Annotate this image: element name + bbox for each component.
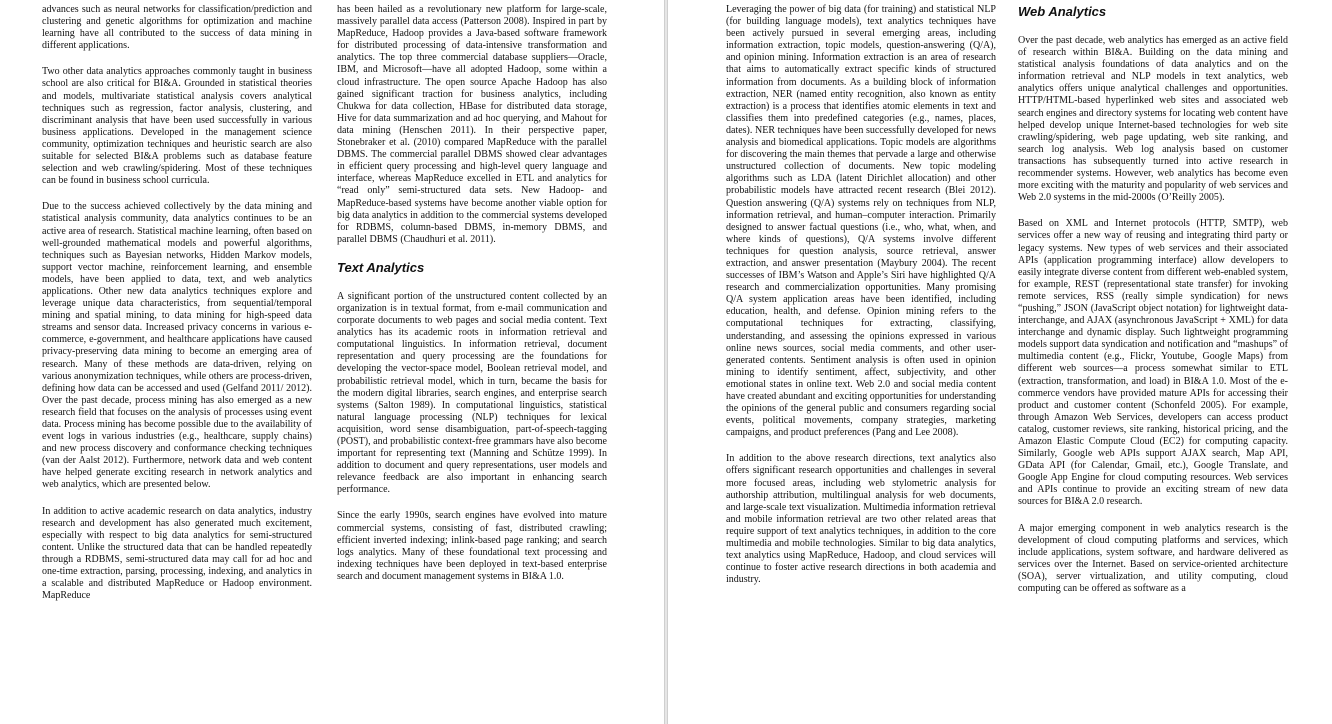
paragraph-text-analytics-areas: Leveraging the power of big data (for training) and statistical NLP (for building language models), text analytics techniques have been actively pursued in several emerging areas, including information extraction, topic models, question-answering (Q/A), and opinion mining. Information extraction is an area of research that aims to automatically extract specific kinds of structured information from documents. As a building block of information extraction, NER (named entity recognition, also known as entity extraction) is a process that identifies atomic elements in text and classifies them into predefined categories (e.g., names, places, dates). NER techniques have been successfully developed for news analysis and biomedical applications. Topic models are algorithms for discovering the main themes that pervade a large and otherwise unstructured collection of documents. New topic modeling algorithms such as LDA (latent Dirichlet allocation) and other probabilistic models have attracted recent research (Blei 2012). Question answering (Q/A) systems rely on techniques from NLP, information retrieval, and human–computer interaction. Primarily designed to answer factual questions (i.e., who, what, when, and where kinds of questions), Q/A systems involve different techniques for question analysis, source retrieval, answer extraction, and answer presentation (Maybury 2004). The recent successes of IBM’s Watson and Apple’s Siri have highlighted Q/A research and commercialization opportunities. Many promising Q/A system application areas have been identified, including education, health, and defense. Opinion mining refers to the computational techniques for extracting, classifying, understanding, and assessing the opinions expressed in various online news sources, social media comments, and other user-generated contents. Sentiment analysis is often used in opinion mining to identify sentiment, affect, subjectivity, and other emotional states in online text. Web 2.0 and social media content have created abundant and exciting opportunities for understanding the opinions of the general public and consumers regarding social events, political movements, company strategies, marketing campaigns, and product preferences (Pang and Lee 2008). xyxy=(726,4,996,439)
paragraph-data-analytics-research: Due to the success achieved collectively by the data mining and statistical analysis community, data analytics continues to be an active area of research. Statistical machine learning, often based on well-grounded mathematical models and powerful algorithms, techniques such as Bayesian networks, Hidden Markov models, support vector machine, reinforcement learning, and ensemble models, have been applied to data, text, and web analytics applications. Other new data analytics techniques explore and leverage unique data characteristics, from sequential/temporal mining and spatial mining, to data mining for high-speed data streams and sensor data. Increased privacy concerns in various e-commerce, e-government, and healthcare applications have caused privacy-preserving data mining to become an emerging area of research. Many of these methods are data-driven, relying on various anonymization techniques, while others are process-driven, defining how data can be accessed and used (Gelfand 2011/ 2012). Over the past decade, process mining has also emerged as a new research field that focuses on the analysis of processes using event data. Process mining has become possible due to the availability of event logs in various industries (e.g., healthcare, supply chains) and new process discovery and conformance checking techniques (van der Aalst 2012). Furthermore, network data and web content have helped generate exciting research in network analytics and web analytics, which are presented below. xyxy=(42,201,312,491)
paragraph-cloud-computing: A major emerging component in web analytics research is the development of cloud computing platforms and services, which include applications, system software, and hardware delivered as services over the Internet. Based on service-oriented architecture (SOA), server virtualization, and utility computing, cloud computing can be offered as software as a xyxy=(1018,522,1288,595)
right-page-left-column xyxy=(726,4,996,720)
paragraph-web-analytics-intro: Over the past decade, web analytics has emerged as an active field of research within BI&A. Building on the data mining and statistical analysis foundations of data analytics and on the information retrieval and NLP models in text analytics, web analytics offers unique analytical challenges and opportunities. HTTP/HTML-based hyperlinked web sites and associated web search engines and directory systems for locating web content have helped develop unique Internet-based technologies for web site crawling/spidering, web page updating, web site ranking, and search log analysis. Web log analysis based on customer transactions has subsequently turned into active research in recommender systems. However, web analytics has become even more exciting with the maturity and popularity of web services and Web 2.0 systems in the mid-2000s (O’Reilly 2005). xyxy=(1018,35,1288,204)
section-heading-text-analytics: Text Analytics xyxy=(337,259,425,275)
paragraph-statistical-analysis: Two other data analytics approaches commonly taught in business school are also critical for BI&A. Grounded in statistical theories and models, multivariate statistical analysis covers analytical techniques such as regression, factor analysis, clustering, and discriminant analysis that have been used successfully in various business applications. Developed in the management science community, optimization techniques and heuristic search are also suitable for selected BI&A problems such as database feature selection and web crawling/spidering. Most of these techniques can be found in business school curricula. xyxy=(42,66,312,187)
left-page xyxy=(0,0,664,724)
paragraph-text-analytics-opportunities: In addition to the above research directions, text analytics also offers significant research opportunities and challenges in several more focused areas, including web stylometric analysis for authorship attribution, multilingual analysis for web documents, and large-scale text visualization. Multimedia information retrieval and mobile information retrieval are two other related areas that require support of text analytics techniques, in addition to the core multimedia and mobile technologies. Similar to big data analytics, text analytics using MapReduce, Hadoop, and cloud services will continue to foster active research directions in both academia and industry. xyxy=(726,453,996,586)
right-page-right-column xyxy=(1018,4,1288,720)
left-column xyxy=(42,4,312,720)
paragraph-industry-research: In addition to active academic research on data analytics, industry research and development has also generated much excitement, especially with respect to big data analytics for semi-structured content. Unlike the structured data that can be handled repeatedly through a RDBMS, semi-structured data may call for ad hoc and one-time extraction, parsing, processing, indexing, and analytics in a scalable and distributed MapReduce or Hadoop environment. MapReduce xyxy=(42,505,312,602)
section-heading-web-analytics: Web Analytics xyxy=(1018,4,1107,19)
paragraph-web-services: Based on XML and Internet protocols (HTTP, SMTP), web services offer a new way of reusing and integrating third party or legacy systems. New types of web services and their associated APIs (application programming interface) allow developers to easily integrate diverse content from different web-enabled system, for example, REST (representational state transfer) for invoking remote services, RSS (really simple syndication) for news “pushing,” JSON (JavaScript object notation) for lightweight data-interchange, and AJAX (asynchronous JavaScript + XML) for data interchange and dynamic display. Such lightweight programming models support data syndication and notification and “mashups” of multimedia content (e.g., Flickr, Youtube, Google Maps) from different web sources—a process somewhat similar to ETL (extraction, transformation, and load) in BI&A 1.0. Most of the e-commerce vendors have provided mature APIs for accessing their product and customer content (Schonfeld 2005). For example, through Amazon Web Services, developers can access product catalog, customer reviews, site ranking, historical pricing, and the Amazon Elastic Compute Cloud (EC2) for computing capacity. Similarly, Google web APIs support AJAX search, Map API, GData API (for Calendar, Gmail, etc.), Google Translate, and Google App Engine for cloud computing resources. Web services and APIs continue to provide an exciting stream of new data sources for BI&A 2.0 research. xyxy=(1018,218,1288,508)
right-page xyxy=(668,0,1332,724)
paragraph-mapreduce-hadoop: has been hailed as a revolutionary new platform for large-scale, massively parallel data access (Patterson 2008). Inspired in part by MapReduce, Hadoop provides a Java-based software framework for distributed processing of data-intensive transformation and analytics. The top three commercial database suppliers—Oracle, IBM, and Microsoft—have all adopted Hadoop, some within a cloud infrastructure. The open source Apache Hadoop has also gained significant traction for business analytics, including Chukwa for data collection, HBase for distributed data storage, Hive for data summarization and ad hoc querying, and Mahout for data mining (Henschen 2011). In their perspective paper, Stonebraker et al. (2010) compared MapReduce with the parallel DBMS. The commercial parallel DBMS showed clear advantages in efficient query processing and high-level query language and interface, whereas MapReduce excelled in ETL and analytics for “read only” semi-structured data sets. New Hadoop- and MapReduce-based systems have become another viable option for big data analytics in addition to the commercial systems developed for RDBMS, column-based DBMS, in-memory DBMS, and parallel DBMS (Chaudhuri et al. 2011). xyxy=(337,4,607,245)
paragraph-data-mining-advances: advances such as neural networks for classification/prediction and clustering and genetic algorithms for optimization and machine learning have all contributed to the success of data mining in different applications. xyxy=(42,4,312,52)
left-page-right-column xyxy=(337,4,607,720)
paragraph-search-engines: Since the early 1990s, search engines have evolved into mature commercial systems, consisting of fast, distributed crawling; efficient inverted indexing; inlink-based page ranking; and search logs analytics. Many of these foundational text processing and indexing techniques have been deployed in text-based enterprise search and document management systems in BI&A 1.0. xyxy=(337,510,607,582)
paragraph-text-analytics-roots: A significant portion of the unstructured content collected by an organization is in textual format, from e-mail communication and corporate documents to web pages and social media content. Text analytics has its academic roots in information retrieval and computational linguistics. In information retrieval, document representation and query processing are the foundations for developing the vector-space model, Boolean retrieval model, and probabilistic retrieval model, which in turn, became the basis for the modern digital libraries, search engines, and enterprise search systems (Salton 1989). In computational linguistics, statistical natural language processing (NLP) techniques for lexical acquisition, word sense disambiguation, part-of-speech-tagging (POST), and probabilistic context-free grammars have also become important for representing text (Manning and Schütze 1999). In addition to document and query representations, user models and relevance feedback are also important in enhancing search performance. xyxy=(337,290,607,496)
